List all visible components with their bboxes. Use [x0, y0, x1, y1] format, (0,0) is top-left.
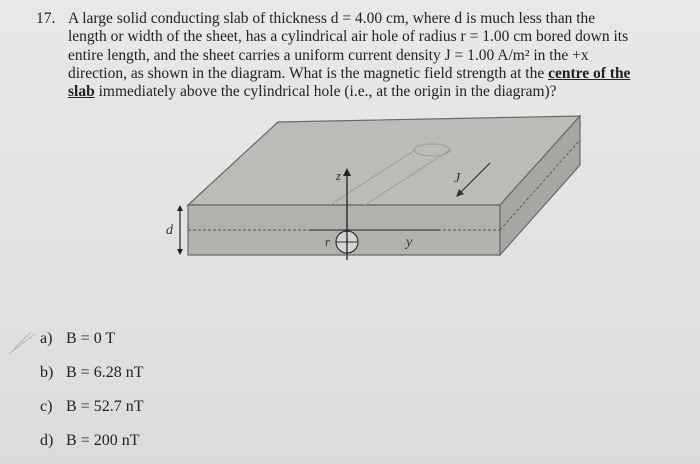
question-line-5 [38, 83, 678, 101]
question-number: 17. [36, 10, 56, 27]
slab-diagram [160, 110, 590, 270]
thickness-arrow-bottom [177, 249, 183, 255]
z-label: z [336, 168, 342, 183]
choice-d-label: d) [40, 432, 54, 449]
question-text [38, 10, 678, 101]
question-line-1: A large solid conducting slab of thickness d = 4.00 cm, where d is much less than the [68, 10, 596, 27]
emphasis-slab: slab [68, 83, 95, 101]
question-line-3: entire length, and the sheet carries a uniform current density J = 1.00 A/m² in the +x [68, 46, 589, 64]
choice-b[interactable] [40, 356, 143, 390]
question-line-2: length or width of the sheet, has a cylindrical air hole of radius r = 1.00 cm bored down its [68, 28, 629, 46]
choice-c-label: c) [40, 398, 53, 415]
question-line-4 [38, 65, 678, 83]
emphasis-centre: centre of the [548, 64, 631, 82]
choice-d-text: B = 200 nT [66, 432, 140, 449]
pencil-mark [5, 320, 45, 360]
y-label: y [406, 235, 413, 250]
thickness-arrow-top [177, 205, 183, 211]
d-label: d [166, 223, 173, 238]
pencil-check-icon [9, 332, 35, 354]
choice-c[interactable] [40, 390, 143, 424]
question-line-4-text: direction, as shown in the diagram. What is the magnetic field strength at the [68, 64, 545, 82]
choice-a-label: a) [40, 330, 53, 347]
choice-a-text: B = 0 T [66, 330, 116, 347]
j-label: J [454, 171, 461, 186]
r-label: r [325, 234, 331, 249]
answer-choices [40, 322, 143, 458]
question-line-5-text: immediately above the cylindrical hole (i.e., at the origin in the diagram)? [98, 83, 557, 101]
choice-a[interactable] [40, 322, 143, 356]
choice-b-label: b) [40, 364, 54, 381]
choice-d[interactable] [40, 424, 143, 458]
choice-c-text: B = 52.7 nT [66, 398, 144, 415]
choice-b-text: B = 6.28 nT [66, 364, 144, 381]
